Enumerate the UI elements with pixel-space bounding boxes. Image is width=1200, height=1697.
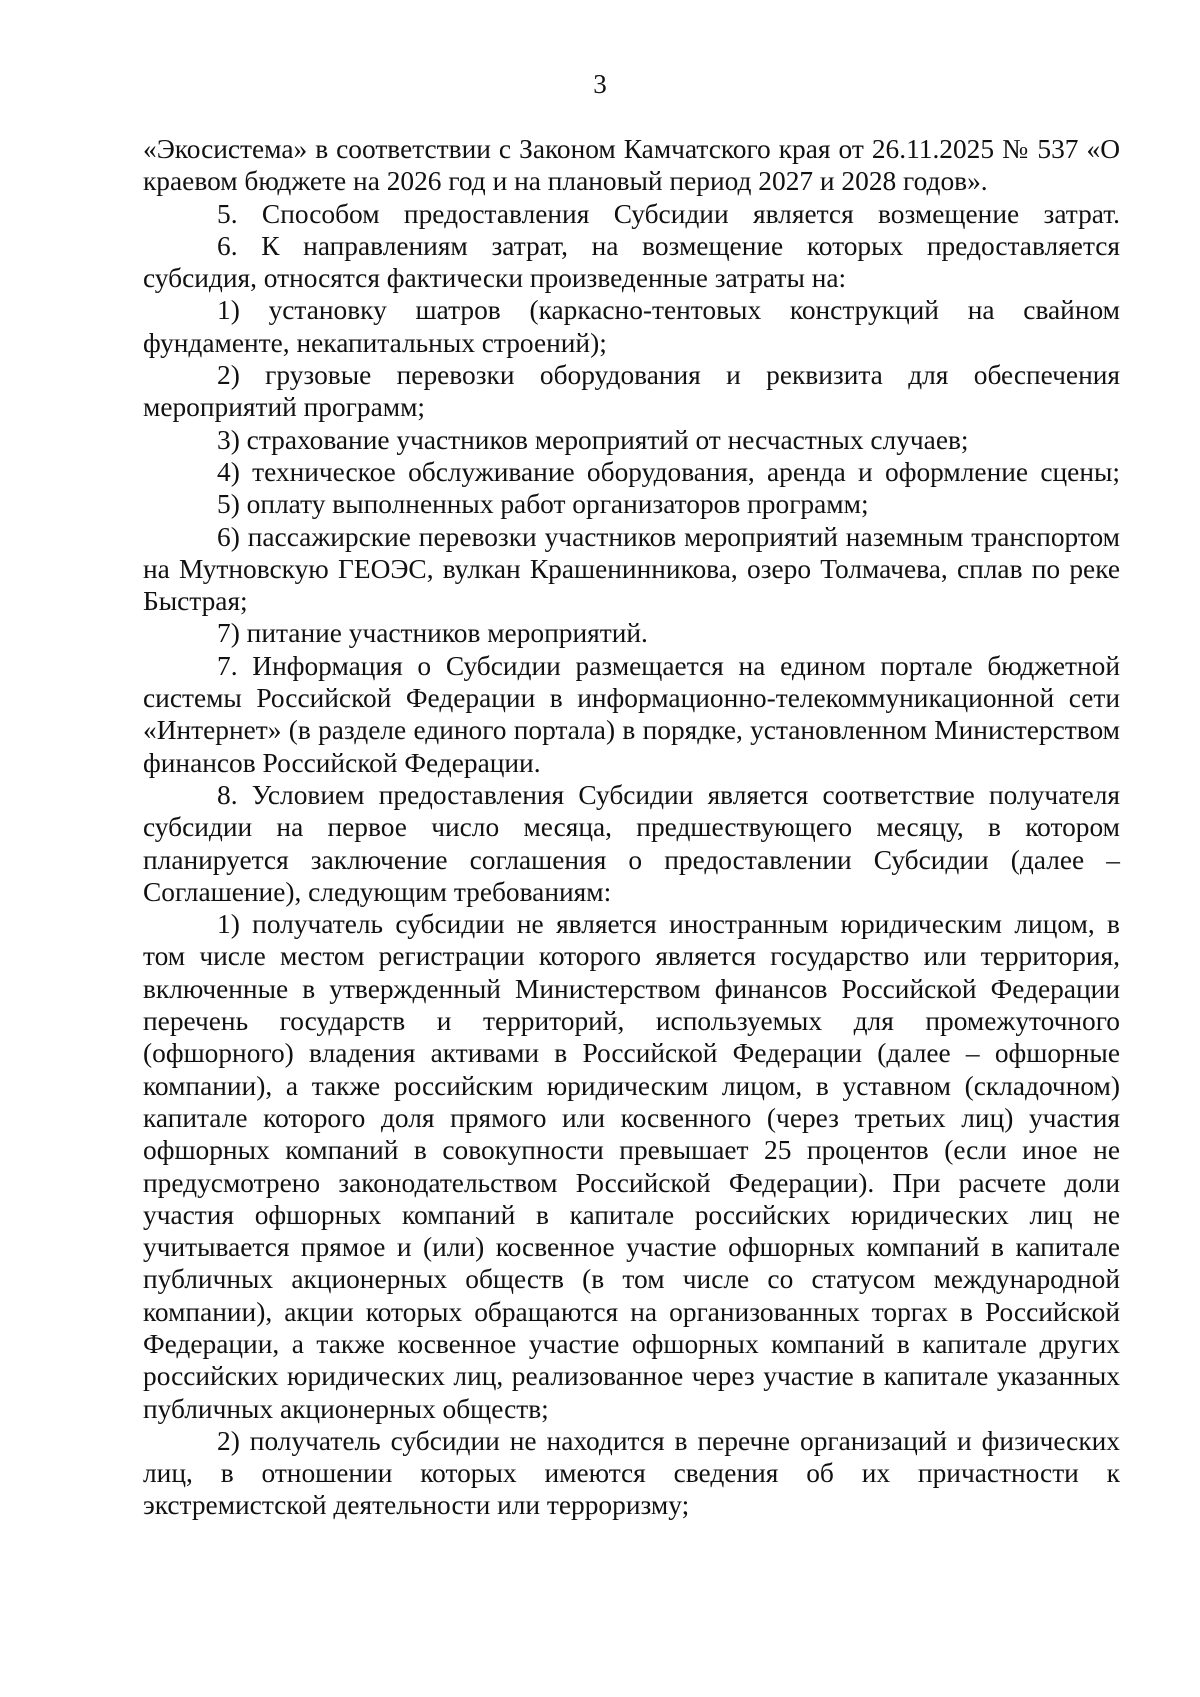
list-item-insurance: 3) страхование участников мероприятий от несчастных случаев;	[217, 424, 969, 455]
list-item-food: 7) питание участников мероприятий.	[217, 618, 648, 649]
list-item-passenger-transport: 6) пассажирские перевозки участников мероприятий наземным транспортом на Мутновскую ГЕОЭС, вулкан Крашенинникова, озеро Толмачева, сплав по реке Быстрая;	[143, 521, 1120, 617]
list-item-cargo: 2) грузовые перевозки оборудования и реквизита для обеспечения мероприятий программ;	[143, 360, 1120, 423]
paragraph-item-8: 8. Условием предоставления Субсидии является соответствие получателя субсидии на первое число месяца, предшествующего месяцу, в котором планируется заключение соглашения о предоставлении Субсидии (далее – Соглашение), следующим требованиям:	[143, 779, 1120, 907]
list-item-organizers: 5) оплату выполненных работ организаторов программ;	[217, 489, 869, 520]
paragraph-item-7: 7. Информация о Субсидии размещается на едином портале бюджетной системы Российской Федерации в информационно-телекоммуникационной сети «Интернет» (в разделе единого портала) в порядке, установленном Министерством финансов Российской Федерации.	[143, 650, 1120, 778]
paragraph-item-5: 5. Способом предоставления Субсидии является возмещение затрат.	[217, 198, 1120, 229]
paragraph-ecosystem-law: «Экосистема» в соответствии с Законом Камчатского края от 26.11.2025 № 537 «О краевом бюджете на 2026 год и на плановый период 2027 и 2028 годов».	[143, 134, 1120, 197]
list-item-tents: 1) установку шатров (каркасно-тентовых конструкций на свайном фундаменте, некапитальных строений);	[143, 295, 1120, 358]
document-body	[143, 133, 1120, 1522]
list-item-maintenance: 4) техническое обслуживание оборудования, аренда и оформление сцены;	[217, 456, 1120, 487]
requirement-2: 2) получатель субсидии не находится в перечне организаций и физических лиц, в отношении которых имеются сведения об их причастности к экстремистской деятельности или терроризму;	[143, 1425, 1120, 1521]
page-number: 3	[593, 69, 607, 99]
paragraph-item-6: 6. К направлениям затрат, на возмещение которых предоставляется субсидия, относятся фактически произведенные затраты на:	[143, 230, 1120, 294]
requirement-1: 1) получатель субсидии не является иностранным юридическим лицом, в том числе местом регистрации которого является государство или территория, включенные в утвержденный Министерством финансов Российской Федерации перечень государств и территорий, используемых для промежуточного (офшорного) владения активами в Российской Федерации (далее – офшорные компании), а также российским юридическим лицом, в уставном (складочном) капитале которого доля прямого или косвенного (через третьих лиц) участия офшорных компаний в совокупности превышает 25 процентов (если иное не предусмотрено законодательством Российской Федерации). При расчете доли участия офшорных компаний в капитале российских юридических лиц не учитывается прямое и (или) косвенное участие офшорных компаний в капитале публичных акционерных обществ (в том числе со статусом международной компании), акции которых обращаются на организованных торгах в Российской Федерации, а также косвенное участие офшорных компаний в капитале других российских юридических лиц, реализованное через участие в капитале указанных публичных акционерных обществ;	[143, 909, 1120, 1424]
